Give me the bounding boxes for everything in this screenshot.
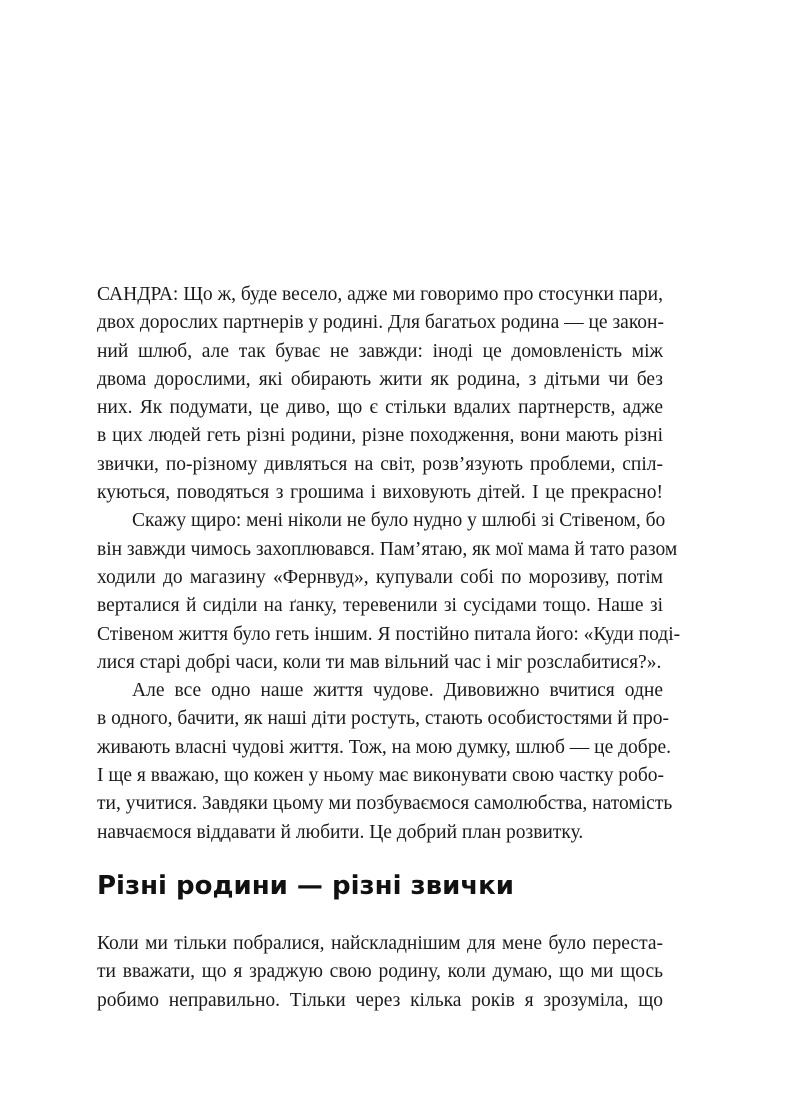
- text-line: живають власні чудові життя. Тож, на мою думку, шлюб — це добре.: [97, 736, 672, 758]
- text-line: них. Як подумати, це диво, що є стільки вдалих партнерств, адже: [97, 397, 663, 419]
- text-line: куються, поводяться з грошима і виховують дітей. І це прекрасно!: [97, 482, 663, 504]
- text-line: Скажу щиро: мені ніколи не було нудно у шлюбі зі Стівеном, бо: [132, 510, 666, 532]
- text-line: в одного, бачити, як наші діти ростуть, стають особистостями й про-: [97, 708, 669, 730]
- text-line: ходили до магазину «Фернвуд», купували собі по морозиву, потім: [97, 566, 663, 588]
- paragraph-3: [97, 677, 673, 847]
- text-line: Стівеном життя було геть іншим. Я постійно питала його: «Куди поді-: [97, 623, 681, 645]
- text-line: в цих людей геть різні родини, різне походження, вони мають різні: [97, 425, 663, 447]
- paragraph-2: [97, 507, 681, 677]
- text-line: навчаємося віддавати й любити. Це добрий план розвитку.: [97, 821, 584, 843]
- text-line: Коли ми тільки побралися, найскладнішим для мене було переста-: [97, 933, 663, 954]
- text-line: двома дорослими, які обирають жити як родина, з дітьми чи без: [97, 368, 663, 390]
- text-line: САНДРА: Що ж, буде весело, адже ми говоримо про стосунки пари,: [97, 284, 663, 305]
- text-line: звички, по-різному дивляться на світ, розв’язують проблеми, спіл-: [97, 453, 663, 475]
- text-line: верталися й сиділи на ґанку, теревенили зі сусідами тощо. Наше зі: [97, 595, 663, 617]
- text-line: І ще я вважаю, що кожен у ньому має виконувати свою частку робо-: [97, 765, 665, 787]
- text-line: він завжди чимось захоплювався. Пам’ятаю, як мої мама й тато разом: [97, 538, 678, 560]
- text-line: Але все одно наше життя чудове. Дивовижно вчитися одне: [132, 680, 663, 702]
- paragraph-4: [97, 930, 663, 1015]
- section-2-text: [97, 930, 663, 1015]
- section-heading: Різні родини — різні звички: [97, 871, 515, 901]
- text-line: ний шлюб, але так буває не завжди: іноді це домовленість між: [97, 340, 663, 362]
- main-text-block: [97, 281, 681, 847]
- text-line: робимо неправильно. Тільки через кілька років я зрозуміла, що: [97, 989, 663, 1011]
- text-line: двох дорослих партнерів у родині. Для багатьох родина — це закон-: [97, 312, 664, 334]
- text-line: ти, учитися. Завдяки цьому ми позбуваємося самолюбства, натомість: [97, 793, 673, 815]
- paragraph-1: [97, 281, 663, 507]
- text-line: ти вважати, що я зраджую свою родину, коли думаю, що ми щось: [97, 961, 663, 983]
- text-line: лися старі добрі часи, коли ти мав вільний час і міг розслабитися?».: [97, 651, 662, 673]
